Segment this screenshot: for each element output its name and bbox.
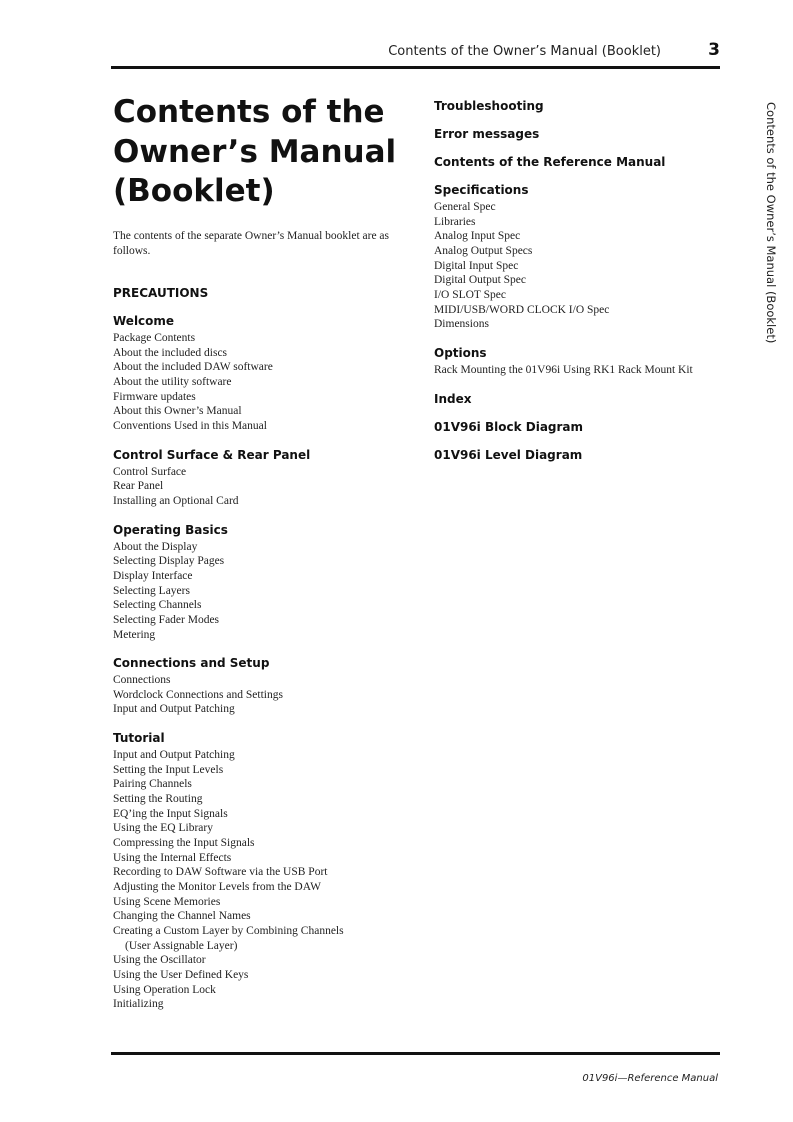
- toc-section-precautions: [113, 286, 403, 300]
- toc-entry-list: [434, 200, 734, 332]
- toc-entry[interactable]: Using Operation Lock: [113, 983, 216, 996]
- toc-entry[interactable]: EQ’ing the Input Signals: [113, 807, 228, 820]
- toc-entry[interactable]: Using Scene Memories: [113, 895, 221, 908]
- toc-entry[interactable]: Recording to DAW Software via the USB Port: [113, 866, 328, 879]
- toc-entry[interactable]: Setting the Routing: [113, 793, 203, 806]
- page-title-line: Owner’s Manual: [113, 133, 397, 170]
- toc-entry[interactable]: Control Surface: [113, 465, 187, 478]
- toc-heading[interactable]: Operating Basics: [113, 522, 228, 537]
- toc-entry[interactable]: Metering: [113, 628, 156, 641]
- toc-heading[interactable]: Specifications: [434, 183, 529, 197]
- toc-section-connections-and-setup: [113, 656, 403, 717]
- toc-entry[interactable]: Libraries: [434, 215, 476, 228]
- toc-entry[interactable]: Setting the Input Levels: [113, 763, 224, 776]
- toc-section-01v96i-level-diagram: [434, 448, 734, 462]
- toc-heading[interactable]: Contents of the Reference Manual: [434, 155, 666, 169]
- toc-entry[interactable]: About the included discs: [113, 346, 228, 359]
- toc-entry-list: [113, 673, 403, 717]
- page-title-line: Contents of the: [113, 94, 385, 130]
- toc-entry[interactable]: Analog Input Spec: [434, 230, 521, 243]
- toc-entry-list: [113, 331, 403, 434]
- toc-entry[interactable]: Digital Output Spec: [434, 274, 526, 287]
- toc-heading[interactable]: Tutorial: [113, 731, 165, 746]
- toc-entry[interactable]: Wordclock Connections and Settings: [113, 688, 283, 701]
- toc-heading[interactable]: Troubleshooting: [434, 99, 544, 113]
- toc-entry[interactable]: Installing an Optional Card: [113, 494, 239, 507]
- toc-entry[interactable]: About the Display: [113, 540, 198, 553]
- toc-entry-list: [434, 363, 734, 378]
- toc-entry[interactable]: Using the User Defined Keys: [113, 968, 249, 981]
- toc-section-control-surface-rear-panel: [113, 448, 403, 509]
- toc-entry[interactable]: Using the EQ Library: [113, 822, 213, 835]
- toc-entry[interactable]: Connections: [113, 674, 171, 687]
- toc-section-troubleshooting: [434, 99, 734, 113]
- page-title: [113, 93, 396, 212]
- toc-entry-list: [113, 748, 403, 1012]
- toc-entry[interactable]: Input and Output Patching: [113, 703, 235, 716]
- toc-entry[interactable]: Selecting Channels: [113, 599, 202, 612]
- toc-entry[interactable]: Compressing the Input Signals: [113, 837, 255, 850]
- toc-heading[interactable]: Error messages: [434, 127, 540, 141]
- toc-entry[interactable]: Selecting Fader Modes: [113, 613, 220, 626]
- toc-entry[interactable]: Using the Internal Effects: [113, 851, 232, 864]
- toc-entry[interactable]: Selecting Layers: [113, 584, 190, 597]
- running-footer: 01V96i—Reference Manual: [582, 1073, 718, 1084]
- toc-entry[interactable]: Firmware updates: [113, 390, 196, 403]
- toc-entry[interactable]: Dimensions: [434, 318, 489, 331]
- footer-rule: [111, 1052, 720, 1055]
- intro-paragraph: The contents of the separate Owner’s Manual booklet are as follows.: [113, 230, 390, 257]
- toc-entry[interactable]: (User Assignable Layer): [125, 939, 238, 952]
- toc-left-column: [113, 286, 403, 1012]
- toc-heading[interactable]: Control Surface & Rear Panel: [113, 447, 311, 462]
- toc-entry[interactable]: Pairing Channels: [113, 778, 192, 791]
- toc-entry[interactable]: About the included DAW software: [113, 361, 273, 374]
- toc-entry[interactable]: About this Owner’s Manual: [113, 405, 242, 418]
- toc-entry[interactable]: Changing the Channel Names: [113, 910, 251, 923]
- toc-section-specifications: [434, 183, 734, 332]
- side-section-tab: Contents of the Owner’s Manual (Booklet): [764, 102, 778, 344]
- toc-heading[interactable]: Index: [434, 391, 472, 406]
- toc-section-error-messages: [434, 127, 734, 141]
- toc-entry[interactable]: Creating a Custom Layer by Combining Channels: [113, 925, 344, 937]
- toc-section-options: [434, 346, 734, 378]
- toc-section-operating-basics: [113, 523, 403, 643]
- toc-heading[interactable]: 01V96i Level Diagram: [434, 447, 583, 462]
- page-number: 3: [708, 40, 720, 60]
- toc-section-contents-of-the-reference-manual: [434, 155, 734, 169]
- toc-entry[interactable]: Selecting Display Pages: [113, 555, 225, 568]
- toc-section-welcome: [113, 314, 403, 434]
- toc-entry[interactable]: Using the Oscillator: [113, 954, 206, 967]
- toc-entry[interactable]: Input and Output Patching: [113, 749, 235, 762]
- toc-entry-list: [113, 465, 403, 509]
- toc-entry[interactable]: About the utility software: [113, 375, 232, 388]
- toc-entry-list: [113, 540, 403, 643]
- page-title-line: (Booklet): [113, 173, 275, 209]
- toc-heading[interactable]: 01V96i Block Diagram: [434, 419, 584, 434]
- toc-entry[interactable]: Analog Output Specs: [434, 244, 533, 257]
- toc-entry[interactable]: Initializing: [113, 998, 164, 1011]
- toc-entry[interactable]: Adjusting the Monitor Levels from the DAW: [113, 881, 321, 894]
- toc-section-tutorial: [113, 731, 403, 1012]
- toc-entry[interactable]: General Spec: [434, 201, 496, 213]
- toc-right-column: [434, 99, 734, 462]
- toc-heading[interactable]: Options: [434, 345, 487, 360]
- toc-entry[interactable]: I/O SLOT Spec: [434, 288, 506, 301]
- toc-heading[interactable]: Welcome: [113, 314, 175, 328]
- toc-section-index: [434, 392, 734, 406]
- toc-entry[interactable]: Conventions Used in this Manual: [113, 419, 267, 432]
- toc-entry[interactable]: Digital Input Spec: [434, 259, 519, 272]
- toc-entry[interactable]: MIDI/USB/WORD CLOCK I/O Spec: [434, 303, 610, 316]
- header-rule: [111, 66, 720, 69]
- toc-heading[interactable]: PRECAUTIONS: [113, 286, 209, 300]
- toc-heading[interactable]: Connections and Setup: [113, 656, 270, 671]
- toc-entry[interactable]: Package Contents: [113, 332, 196, 344]
- toc-entry[interactable]: Rack Mounting the 01V96i Using RK1 Rack Mount Kit: [434, 363, 693, 376]
- running-header-title: Contents of the Owner’s Manual (Booklet): [388, 44, 661, 59]
- toc-entry[interactable]: Rear Panel: [113, 480, 164, 493]
- toc-entry[interactable]: Display Interface: [113, 569, 193, 582]
- toc-section-01v96i-block-diagram: [434, 420, 734, 434]
